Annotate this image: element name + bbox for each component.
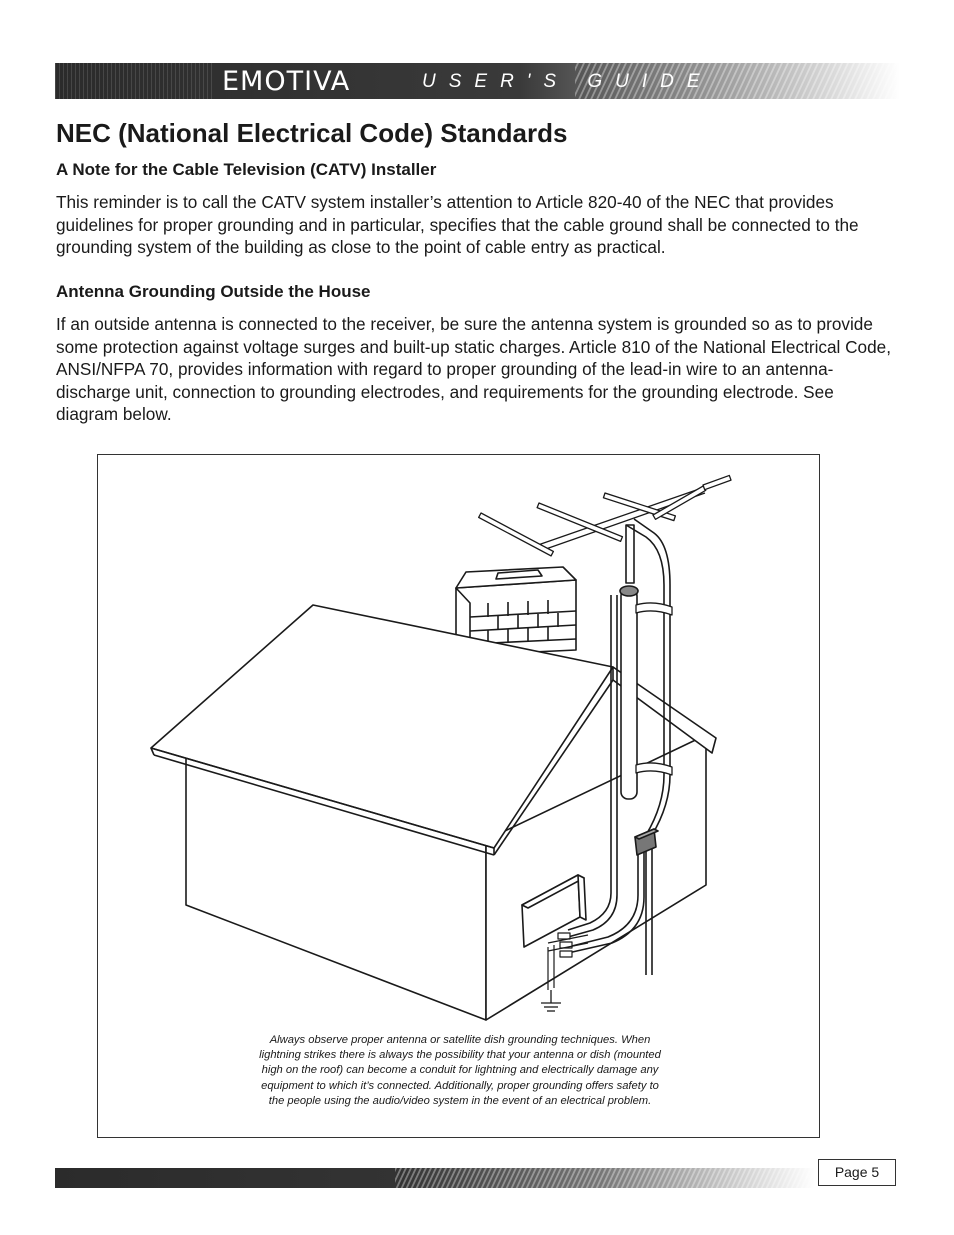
section-heading-antenna: Antenna Grounding Outside the House [56, 282, 371, 301]
page-number: Page 5 [818, 1159, 896, 1186]
section-body-antenna: If an outside antenna is connected to the receiver, be sure the antenna system is grounded so as to provide some protection against voltage surges and built-up static charges. Article 810 of the National Electrical Code, ANSI/NFPA 70, provides information with regard to proper grounding of the lead-in wire to an antenna-discharge unit, connection to grounding electrodes, and requirements for the grounding electrode. See diagram below. [56, 314, 892, 424]
antenna-array [479, 475, 731, 555]
page-title: NEC (National Electrical Code) Standards [56, 118, 568, 148]
section-body-catv: This reminder is to call the CATV system installer’s attention to Article 820-40 of the NEC that provides guidelines for proper grounding and in particular, specifies that the cable ground shall be connected to the grounding system of the building as close to the point of cable entry as practical. [56, 192, 859, 257]
brand-logo: EMOTIVA [222, 66, 351, 97]
ground-symbol [541, 990, 561, 1011]
section-heading-catv: A Note for the Cable Television (CATV) Installer [56, 160, 437, 179]
grounding-diagram [97, 454, 820, 1138]
guide-label: USER'S GUIDE [422, 71, 713, 92]
figure-caption: Always observe proper antenna or satellite dish grounding techniques. When lightning strikes there is always the possibility that your antenna or dish (mounted high on the roof) can become a conduit for lightning and electrically damage any equipment to which it’s connected. Additionally, proper grounding offers safety to the people using the audio/video system in the event of an electrical problem. [259, 1034, 661, 1107]
footer-bar [55, 1168, 815, 1188]
